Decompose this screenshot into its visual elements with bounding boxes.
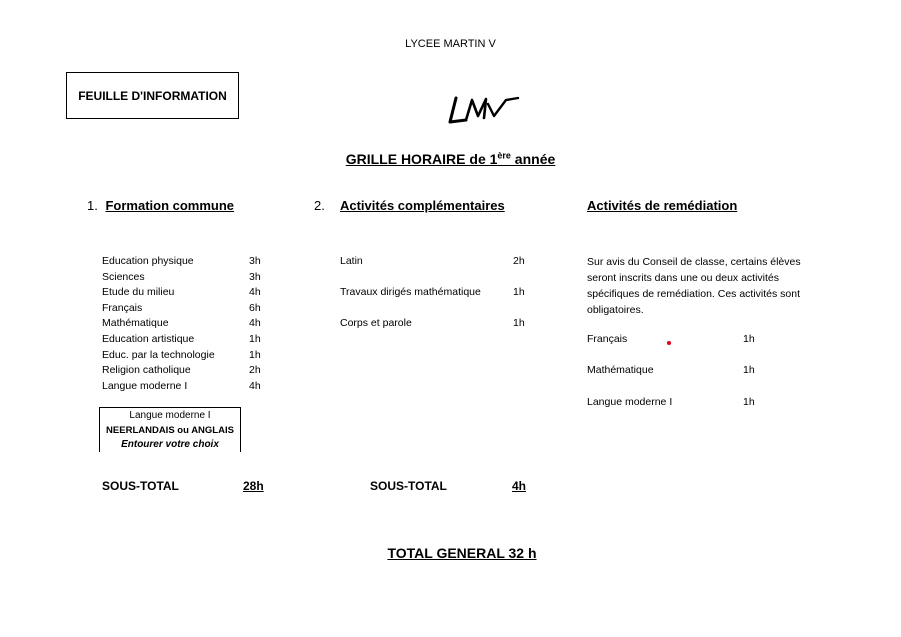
list-item-hours: 1h <box>513 317 525 329</box>
list-item-hours: 4h <box>249 379 261 392</box>
list-item-hours: 4h <box>249 317 261 330</box>
list-item-name: Français <box>102 301 143 314</box>
list-item-name: Corps et parole <box>340 317 412 329</box>
note-line: Sur avis du Conseil de classe, certains élèves <box>587 256 801 268</box>
list-item-hours: 1h <box>743 333 755 345</box>
list-item-hours: 1h <box>743 364 755 376</box>
list-item-hours: 1h <box>743 396 755 408</box>
list-item-hours: 4h <box>249 286 261 299</box>
lang-box-line1: Langue moderne I <box>129 410 211 421</box>
list-item-hours: 2h <box>249 364 261 377</box>
lang-box-options: NEERLANDAIS ou ANGLAIS <box>106 424 234 436</box>
list-item-hours: 1h <box>513 286 525 298</box>
list-item-name: Mathématique <box>587 364 654 376</box>
lmv-logo-icon <box>448 94 520 124</box>
note-line: spécifiques de remédiation. Ces activités sont <box>587 288 801 300</box>
language-choice-box <box>99 407 241 452</box>
school-logo <box>448 94 520 129</box>
list-item-name: Educ. par la technologie <box>102 348 215 361</box>
remediation-note <box>587 254 817 318</box>
list-item-hours: 3h <box>249 270 261 283</box>
list-item-name: Mathématique <box>102 317 169 330</box>
grand-total: TOTAL GENERAL 32 h <box>387 545 537 561</box>
note-line: obligatoires. <box>587 304 644 316</box>
section-heading: Activités complémentaires <box>339 198 505 213</box>
title-sup: ère <box>497 150 511 160</box>
list-item-name: Langue moderne I <box>102 379 188 392</box>
subtotal-value-fc: 28h <box>243 479 264 493</box>
section-number: 1. <box>87 198 98 213</box>
subtotal-label-fc: SOUS-TOTAL <box>102 479 179 493</box>
list-item-name: Sciences <box>102 270 145 283</box>
list-item-hours: 1h <box>249 333 261 345</box>
section-number: 2. <box>314 198 325 213</box>
list-item-name: Education artistique <box>102 333 195 345</box>
section-remediation <box>587 198 737 213</box>
section-formation-commune <box>87 198 234 213</box>
page-title <box>0 150 901 167</box>
title-prefix: GRILLE HORAIRE de 1 <box>345 150 498 167</box>
list-item-name: Etude du milieu <box>102 286 175 299</box>
list-item-hours: 3h <box>249 255 261 267</box>
subtotal-label-ac: SOUS-TOTAL <box>370 479 447 493</box>
list-item-name: Religion catholique <box>102 364 191 377</box>
list-item-hours: 1h <box>249 348 261 361</box>
list-item-hours: 6h <box>249 301 261 314</box>
note-line: seront inscrits dans une ou deux activités <box>587 272 780 284</box>
list-item-name: Latin <box>340 255 363 267</box>
list-item-name: Langue moderne I <box>587 396 673 408</box>
section-heading: Activités de remédiation <box>587 198 738 213</box>
info-sheet-box: FEUILLE D'INFORMATION <box>66 72 239 119</box>
list-item-name: Travaux dirigés mathématique <box>340 286 481 298</box>
section-heading: Formation commune <box>105 198 235 213</box>
list-item-name: Français <box>587 333 628 345</box>
section-activites-complementaires <box>314 198 505 213</box>
lang-box-instruction: Entourer votre choix <box>121 439 219 450</box>
list-item-name: Education physique <box>102 255 194 267</box>
title-suffix: année <box>510 150 556 167</box>
subtotal-value-ac: 4h <box>512 479 527 493</box>
red-dot-mark <box>667 341 671 345</box>
list-item-hours: 2h <box>513 255 525 267</box>
school-name: LYCEE MARTIN V <box>405 38 496 50</box>
